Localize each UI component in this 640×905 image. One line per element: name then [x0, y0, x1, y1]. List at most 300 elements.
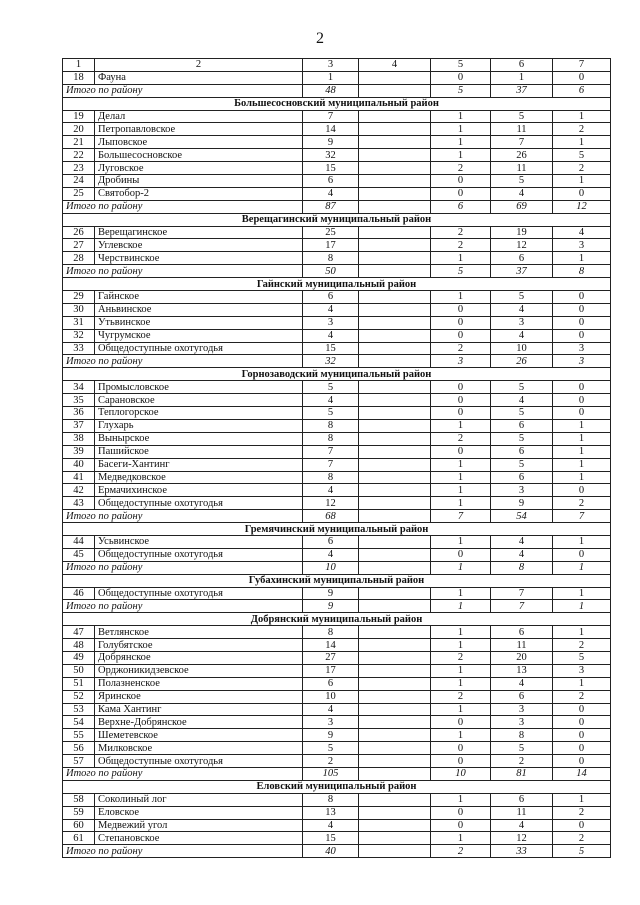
- value-col4: [359, 600, 431, 613]
- row-number: 20: [63, 123, 95, 136]
- value-col7: 1: [553, 561, 611, 574]
- row-number: 52: [63, 690, 95, 703]
- table-row: [63, 587, 611, 600]
- value-col7: 0: [553, 303, 611, 316]
- hunting-ground-name: Лыповское: [95, 136, 303, 149]
- value-col5: 0: [431, 187, 491, 200]
- value-col5: 1: [431, 561, 491, 574]
- value-col3: 9: [303, 729, 359, 742]
- value-col3: 6: [303, 291, 359, 304]
- row-number: 25: [63, 187, 95, 200]
- value-col3: 27: [303, 651, 359, 664]
- value-col7: 1: [553, 445, 611, 458]
- value-col3: 4: [303, 303, 359, 316]
- table-row: [63, 252, 611, 265]
- value-col7: 1: [553, 793, 611, 806]
- value-col6: 7: [491, 600, 553, 613]
- value-col3: 105: [303, 767, 359, 780]
- column-number: 3: [303, 59, 359, 72]
- value-col6: 5: [491, 407, 553, 420]
- value-col3: 32: [303, 355, 359, 368]
- table-row: [63, 149, 611, 162]
- column-number: 1: [63, 59, 95, 72]
- value-col7: 0: [553, 548, 611, 561]
- table-row: [63, 819, 611, 832]
- value-col7: 6: [553, 84, 611, 97]
- value-col4: [359, 845, 431, 858]
- total-label: Итого по району: [63, 355, 303, 368]
- table-row: [63, 329, 611, 342]
- table-row: [63, 187, 611, 200]
- hunting-ground-name: Утьвинское: [95, 316, 303, 329]
- value-col4: [359, 755, 431, 768]
- value-col7: 0: [553, 484, 611, 497]
- value-col5: 1: [431, 471, 491, 484]
- table-row: [63, 651, 611, 664]
- hunting-ground-name: Общедоступные охотугодья: [95, 497, 303, 510]
- value-col5: 0: [431, 394, 491, 407]
- value-col4: [359, 690, 431, 703]
- value-col5: 0: [431, 303, 491, 316]
- row-number: 54: [63, 716, 95, 729]
- district-header-row: [63, 368, 611, 381]
- value-col6: 6: [491, 690, 553, 703]
- table-row: [63, 71, 611, 84]
- table-row: [63, 110, 611, 123]
- value-col6: 12: [491, 832, 553, 845]
- district-name: Горнозаводский муниципальный район: [63, 368, 611, 381]
- value-col4: [359, 484, 431, 497]
- value-col6: 5: [491, 742, 553, 755]
- district-name: Гайнский муниципальный район: [63, 278, 611, 291]
- district-total-row: [63, 845, 611, 858]
- table-body: [63, 59, 611, 858]
- table-row: [63, 703, 611, 716]
- hunting-ground-name: Общедоступные охотугодья: [95, 342, 303, 355]
- table-row: [63, 432, 611, 445]
- value-col5: 2: [431, 432, 491, 445]
- district-name: Большесосновский муниципальный район: [63, 97, 611, 110]
- row-number: 28: [63, 252, 95, 265]
- district-total-row: [63, 561, 611, 574]
- table-row: [63, 381, 611, 394]
- total-label: Итого по району: [63, 200, 303, 213]
- value-col4: [359, 265, 431, 278]
- district-total-row: [63, 200, 611, 213]
- value-col5: 1: [431, 793, 491, 806]
- hunting-ground-name: Медведковское: [95, 471, 303, 484]
- value-col6: 33: [491, 845, 553, 858]
- value-col3: 48: [303, 84, 359, 97]
- value-col5: 0: [431, 175, 491, 188]
- value-col4: [359, 226, 431, 239]
- hunting-ground-name: Луговское: [95, 162, 303, 175]
- value-col4: [359, 419, 431, 432]
- value-col5: 1: [431, 419, 491, 432]
- hunting-ground-name: Верхне-Добрянское: [95, 716, 303, 729]
- value-col7: 0: [553, 742, 611, 755]
- value-col6: 3: [491, 716, 553, 729]
- page-number: 2: [316, 30, 324, 47]
- row-number: 30: [63, 303, 95, 316]
- hunting-ground-name: Аньвинское: [95, 303, 303, 316]
- value-col5: 0: [431, 316, 491, 329]
- value-col6: 81: [491, 767, 553, 780]
- hunting-ground-name: Верещагинское: [95, 226, 303, 239]
- value-col4: [359, 407, 431, 420]
- value-col4: [359, 626, 431, 639]
- value-col4: [359, 535, 431, 548]
- hunting-ground-name: Общедоступные охотугодья: [95, 755, 303, 768]
- value-col4: [359, 471, 431, 484]
- table-row: [63, 162, 611, 175]
- value-col6: 10: [491, 342, 553, 355]
- value-col7: 0: [553, 71, 611, 84]
- district-total-row: [63, 510, 611, 523]
- value-col3: 32: [303, 149, 359, 162]
- row-number: 55: [63, 729, 95, 742]
- value-col3: 4: [303, 484, 359, 497]
- value-col7: 5: [553, 845, 611, 858]
- row-number: 37: [63, 419, 95, 432]
- value-col7: 3: [553, 664, 611, 677]
- value-col3: 7: [303, 110, 359, 123]
- value-col3: 3: [303, 316, 359, 329]
- value-col7: 2: [553, 639, 611, 652]
- row-number: 24: [63, 175, 95, 188]
- value-col4: [359, 162, 431, 175]
- value-col7: 14: [553, 767, 611, 780]
- row-number: 29: [63, 291, 95, 304]
- value-col5: 1: [431, 664, 491, 677]
- table-row: [63, 548, 611, 561]
- row-number: 45: [63, 548, 95, 561]
- value-col3: 5: [303, 407, 359, 420]
- value-col7: 2: [553, 162, 611, 175]
- value-col3: 7: [303, 445, 359, 458]
- value-col3: 6: [303, 677, 359, 690]
- value-col6: 6: [491, 252, 553, 265]
- value-col7: 1: [553, 677, 611, 690]
- row-number: 49: [63, 651, 95, 664]
- hunting-ground-name: Глухарь: [95, 419, 303, 432]
- hunting-ground-name: Еловское: [95, 806, 303, 819]
- hunting-ground-name: Гайнское: [95, 291, 303, 304]
- table-row: [63, 716, 611, 729]
- hunting-grounds-table: [62, 58, 611, 858]
- value-col4: [359, 497, 431, 510]
- value-col6: 11: [491, 162, 553, 175]
- value-col5: 2: [431, 162, 491, 175]
- value-col7: 1: [553, 110, 611, 123]
- table-row: [63, 677, 611, 690]
- row-number: 38: [63, 432, 95, 445]
- value-col5: 0: [431, 742, 491, 755]
- value-col5: 6: [431, 200, 491, 213]
- hunting-ground-name: Усьвинское: [95, 535, 303, 548]
- value-col5: 0: [431, 755, 491, 768]
- value-col6: 5: [491, 432, 553, 445]
- hunting-ground-name: Басеги-Хантинг: [95, 458, 303, 471]
- district-header-row: [63, 278, 611, 291]
- value-col6: 11: [491, 806, 553, 819]
- value-col6: 4: [491, 535, 553, 548]
- value-col5: 0: [431, 445, 491, 458]
- value-col6: 20: [491, 651, 553, 664]
- value-col5: 2: [431, 239, 491, 252]
- value-col6: 37: [491, 84, 553, 97]
- row-number: 48: [63, 639, 95, 652]
- table-row: [63, 755, 611, 768]
- value-col5: 1: [431, 458, 491, 471]
- value-col3: 5: [303, 381, 359, 394]
- value-col6: 5: [491, 458, 553, 471]
- row-number: 53: [63, 703, 95, 716]
- row-number: 32: [63, 329, 95, 342]
- row-number: 43: [63, 497, 95, 510]
- value-col5: 0: [431, 806, 491, 819]
- value-col3: 40: [303, 845, 359, 858]
- total-label: Итого по району: [63, 600, 303, 613]
- district-name: Гремячинский муниципальный район: [63, 523, 611, 536]
- value-col4: [359, 742, 431, 755]
- value-col3: 2: [303, 755, 359, 768]
- value-col7: 1: [553, 626, 611, 639]
- table-row: [63, 445, 611, 458]
- value-col5: 0: [431, 71, 491, 84]
- value-col3: 6: [303, 175, 359, 188]
- value-col5: 0: [431, 407, 491, 420]
- value-col3: 4: [303, 187, 359, 200]
- row-number: 46: [63, 587, 95, 600]
- value-col4: [359, 729, 431, 742]
- value-col5: 1: [431, 535, 491, 548]
- table-row: [63, 793, 611, 806]
- hunting-ground-name: Черствинское: [95, 252, 303, 265]
- value-col3: 9: [303, 587, 359, 600]
- value-col4: [359, 716, 431, 729]
- value-col6: 3: [491, 316, 553, 329]
- value-col7: 0: [553, 316, 611, 329]
- total-label: Итого по району: [63, 767, 303, 780]
- value-col4: [359, 110, 431, 123]
- row-number: 23: [63, 162, 95, 175]
- row-number: 57: [63, 755, 95, 768]
- hunting-ground-name: Полазненское: [95, 677, 303, 690]
- value-col7: 0: [553, 407, 611, 420]
- row-number: 60: [63, 819, 95, 832]
- value-col4: [359, 819, 431, 832]
- value-col6: 8: [491, 729, 553, 742]
- hunting-ground-name: Ветлянское: [95, 626, 303, 639]
- row-number: 26: [63, 226, 95, 239]
- table-row: [63, 407, 611, 420]
- value-col4: [359, 767, 431, 780]
- value-col6: 11: [491, 123, 553, 136]
- value-col7: 0: [553, 703, 611, 716]
- value-col7: 0: [553, 716, 611, 729]
- value-col4: [359, 136, 431, 149]
- row-number: 35: [63, 394, 95, 407]
- value-col4: [359, 793, 431, 806]
- table-row: [63, 806, 611, 819]
- value-col6: 5: [491, 291, 553, 304]
- value-col7: 1: [553, 136, 611, 149]
- table-row: [63, 239, 611, 252]
- column-number: 4: [359, 59, 431, 72]
- value-col3: 3: [303, 716, 359, 729]
- value-col5: 1: [431, 587, 491, 600]
- value-col3: 4: [303, 329, 359, 342]
- hunting-ground-name: Промысловское: [95, 381, 303, 394]
- table-row: [63, 226, 611, 239]
- value-col4: [359, 587, 431, 600]
- column-number-row: [63, 59, 611, 72]
- value-col3: 17: [303, 664, 359, 677]
- value-col7: 2: [553, 806, 611, 819]
- row-number: 19: [63, 110, 95, 123]
- value-col7: 12: [553, 200, 611, 213]
- value-col3: 8: [303, 432, 359, 445]
- table-row: [63, 136, 611, 149]
- value-col5: 5: [431, 265, 491, 278]
- value-col5: 2: [431, 651, 491, 664]
- value-col5: 1: [431, 626, 491, 639]
- value-col5: 0: [431, 329, 491, 342]
- value-col6: 9: [491, 497, 553, 510]
- district-header-row: [63, 574, 611, 587]
- hunting-ground-name: Добрянское: [95, 651, 303, 664]
- value-col7: 1: [553, 535, 611, 548]
- value-col4: [359, 703, 431, 716]
- value-col7: 4: [553, 226, 611, 239]
- value-col6: 1: [491, 71, 553, 84]
- value-col5: 2: [431, 226, 491, 239]
- value-col7: 5: [553, 149, 611, 162]
- value-col7: 1: [553, 587, 611, 600]
- value-col7: 0: [553, 819, 611, 832]
- value-col5: 1: [431, 123, 491, 136]
- district-name: Добрянский муниципальный район: [63, 613, 611, 626]
- value-col6: 26: [491, 355, 553, 368]
- value-col6: 2: [491, 755, 553, 768]
- value-col3: 7: [303, 458, 359, 471]
- value-col7: 3: [553, 355, 611, 368]
- hunting-ground-name: Яринское: [95, 690, 303, 703]
- value-col5: 0: [431, 381, 491, 394]
- value-col5: 1: [431, 291, 491, 304]
- row-number: 61: [63, 832, 95, 845]
- value-col6: 7: [491, 136, 553, 149]
- row-number: 34: [63, 381, 95, 394]
- value-col5: 0: [431, 819, 491, 832]
- value-col5: 1: [431, 729, 491, 742]
- district-header-row: [63, 780, 611, 793]
- hunting-ground-name: Медвежий угол: [95, 819, 303, 832]
- value-col5: 0: [431, 548, 491, 561]
- value-col6: 54: [491, 510, 553, 523]
- value-col4: [359, 561, 431, 574]
- hunting-ground-name: Сарановское: [95, 394, 303, 407]
- table-row: [63, 484, 611, 497]
- table-row: [63, 690, 611, 703]
- value-col5: 2: [431, 845, 491, 858]
- value-col3: 15: [303, 342, 359, 355]
- column-number: 2: [95, 59, 303, 72]
- value-col4: [359, 303, 431, 316]
- table-row: [63, 535, 611, 548]
- value-col5: 1: [431, 252, 491, 265]
- hunting-ground-name: Милковское: [95, 742, 303, 755]
- value-col7: 0: [553, 394, 611, 407]
- hunting-ground-name: Шеметевское: [95, 729, 303, 742]
- value-col4: [359, 175, 431, 188]
- table-row: [63, 626, 611, 639]
- value-col7: 2: [553, 123, 611, 136]
- value-col4: [359, 342, 431, 355]
- value-col7: 0: [553, 381, 611, 394]
- value-col3: 14: [303, 123, 359, 136]
- value-col6: 5: [491, 110, 553, 123]
- value-col4: [359, 832, 431, 845]
- value-col5: 1: [431, 832, 491, 845]
- hunting-ground-name: Ермачихинское: [95, 484, 303, 497]
- table-row: [63, 303, 611, 316]
- row-number: 59: [63, 806, 95, 819]
- district-total-row: [63, 265, 611, 278]
- table-row: [63, 471, 611, 484]
- value-col4: [359, 458, 431, 471]
- value-col5: 1: [431, 703, 491, 716]
- value-col4: [359, 651, 431, 664]
- value-col4: [359, 123, 431, 136]
- value-col6: 6: [491, 419, 553, 432]
- value-col4: [359, 200, 431, 213]
- district-name: Губахинский муниципальный район: [63, 574, 611, 587]
- value-col3: 5: [303, 742, 359, 755]
- value-col3: 9: [303, 136, 359, 149]
- district-header-row: [63, 613, 611, 626]
- column-number: 6: [491, 59, 553, 72]
- hunting-ground-name: Святобор-2: [95, 187, 303, 200]
- row-number: 50: [63, 664, 95, 677]
- value-col6: 4: [491, 819, 553, 832]
- table-row: [63, 394, 611, 407]
- value-col3: 4: [303, 548, 359, 561]
- value-col5: 5: [431, 84, 491, 97]
- value-col7: 1: [553, 600, 611, 613]
- row-number: 47: [63, 626, 95, 639]
- value-col5: 1: [431, 639, 491, 652]
- value-col7: 7: [553, 510, 611, 523]
- value-col7: 2: [553, 832, 611, 845]
- value-col6: 26: [491, 149, 553, 162]
- value-col4: [359, 149, 431, 162]
- value-col3: 8: [303, 626, 359, 639]
- hunting-ground-name: Дробины: [95, 175, 303, 188]
- value-col3: 4: [303, 819, 359, 832]
- value-col7: 8: [553, 265, 611, 278]
- table-row: [63, 664, 611, 677]
- row-number: 44: [63, 535, 95, 548]
- row-number: 39: [63, 445, 95, 458]
- value-col6: 13: [491, 664, 553, 677]
- value-col3: 8: [303, 419, 359, 432]
- hunting-ground-name: Общедоступные охотугодья: [95, 548, 303, 561]
- value-col4: [359, 291, 431, 304]
- row-number: 51: [63, 677, 95, 690]
- value-col6: 6: [491, 471, 553, 484]
